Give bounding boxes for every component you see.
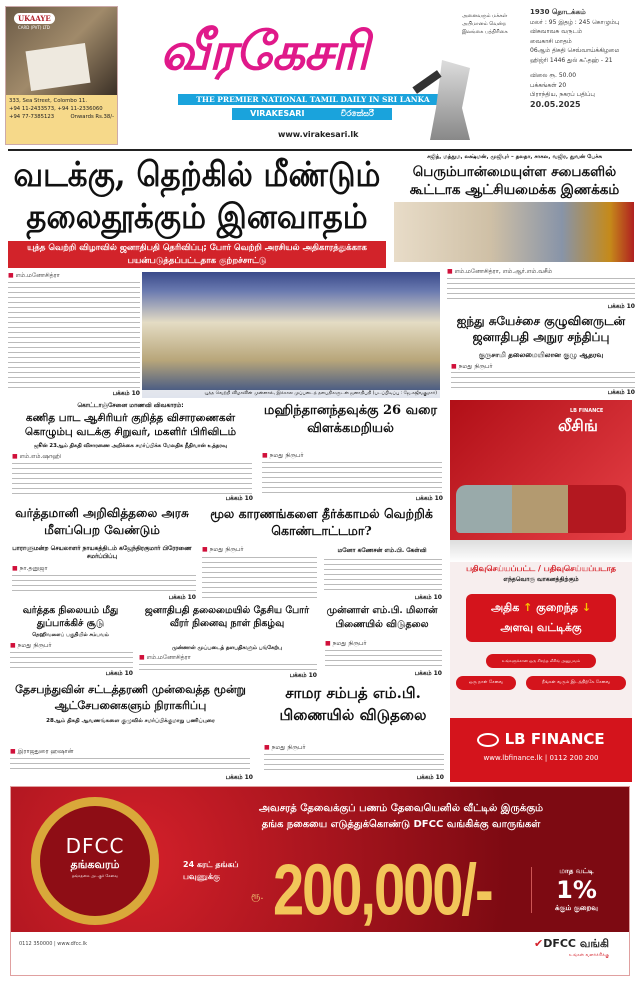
story-body [12,461,252,495]
story-headline[interactable]: மஹிந்தானந்தவுக்கு 26 வரை விளக்கமறியல் [263,403,438,436]
dfcc-logo: DFCC [65,834,125,858]
lb-pill-2 [456,676,516,690]
dfcc-amount: 200,000/- [273,848,492,931]
story-headline[interactable]: சாமர சம்பத் எம்.பி. பிணையில் விடுதலை [279,684,427,724]
story-sub: குருசாமி தலைமையிலான குழு ஆதரவு [478,351,604,359]
story-body [202,555,317,598]
lead-photo [142,272,440,398]
story-byline: ■ நமது நிருபர் [10,642,52,650]
dfcc-product-sub: தங்கநகை அடகுச் சேவை [71,873,119,878]
right-byline: ■ எம்.மனோசித்ரா, எம்.ஆர்.எம்.வசீம் [447,268,552,276]
lb-finance-ad[interactable] [450,400,632,782]
price: விலை ரூ. 50.00 [530,72,577,79]
tamil-year: விசுவாவசு வருடம் [530,28,583,35]
story-headline[interactable]: வர்த்தமானி அறிவித்தலை அரசு மீளப்பெற வேண்டும் [15,506,189,537]
lb-footer: LB FINANCE www.lbfinance.lk | 0112 200 200 [450,718,632,782]
story-page-ref[interactable]: பக்கம் 10 [607,389,635,396]
lb-ad-hero [450,400,632,540]
dfcc-rate-sub: க்கும் குறைவு [555,904,598,912]
story-byline: ■ நமது நிருபர் [262,452,304,460]
name-si: වීරකේසරී [340,109,374,118]
lb-website[interactable]: www.lbfinance.lk [483,754,543,762]
meeting-photo [394,202,634,262]
lb-pill-2-text: ஒரு நாள் சேவை [468,680,504,685]
lb-product: லீசிங் [558,416,598,435]
story-page-ref[interactable]: பக்கம் 10 [415,495,443,502]
tagline: THE PREMIER NATIONAL TAMIL DAILY IN SRI LANKA [178,94,448,105]
story-page-ref[interactable]: பக்கம் 10 [168,594,196,601]
story-page-ref[interactable]: பக்கம் 10 [225,774,253,781]
ad-price: Onwards Rs.38/- [70,114,114,120]
dfcc-bank-sub: உங்கள் வளர்ச்சிக்கு [569,953,609,958]
dfcc-banner [11,787,629,932]
issue-date: 20.05.2025 [530,99,581,109]
lb-vehicle-sub: எந்தவொரு வாகனத்திற்கும் [503,576,579,583]
dfcc-bank-logo [534,937,609,958]
story-sub: 28ஆம் திகதி ஆவணங்களை குழுவில் சமர்ப்பிக்குமாறு பணிப்புரை [46,718,215,724]
edition: பிராந்திய, நகரப் பதிப்பு [530,91,595,98]
story-byline: ■ இராஜதுரை ஹஷான் [10,748,74,756]
story-headline[interactable]: மூல காரணங்களை தீர்க்காமல் வெற்றிக் கொண்டாட்டமா? [210,506,433,538]
story-byline: ■ நமது நிருபர் [325,640,367,648]
story-sub: முன்னாள் முப்படைத் தளபதிகளும் பங்கேற்பு [172,645,282,651]
dfcc-contact[interactable]: 0112 350000 | www.dfcc.lk [19,941,87,947]
story-kicker: கொட்டாஞ்சேனை மாணவி விவகாரம்: [77,402,184,409]
gold-bangle [31,797,159,925]
lb-offer-rate: அளவு வட்டிக்கு [500,621,582,634]
dfcc-karat: 24 கரட் தங்கப் பவுணுக்கு [183,860,239,881]
lb-pill-1-text: உங்களுக்கான ஒரு சிறந்த லீசிங் அனுபவம் [501,658,581,663]
check-icon: ✔ [533,937,544,950]
tamil-month: வைகாசி மாதம் [530,37,572,45]
ad-photo [6,7,117,95]
lead-banner: யுத்த வெற்றி விழாவில் ஜனாதிபதி தெரிவிப்பு; போர் வெற்றி அரசியல் அதிகாரத்துக்காக பயன்படுத்தப்பட்டதாக குற்றச்சாட்டு [8,241,386,268]
dfcc-rate: 1% [556,876,597,904]
lead-photo-caption: யுத்த வெற்றி விழாவின் முன்னால், இக்கால முப்படைத் தளபதிகளுடன் ஜனாதிபதி (படப்பிடிப்பு : ஜே.சுஜீவகுமார்) [204,391,437,396]
lb-offer-high: அதிக [490,601,520,614]
name-bar [232,108,392,120]
story-byline: ■ நமது நிருபர் [264,744,306,752]
masthead-ad[interactable] [5,6,118,145]
dfcc-rate-label: மாத வட்டி [559,867,594,875]
story-body [264,752,444,773]
right-headline[interactable]: பெரும்பான்மையுள்ள சபைகளில் கூட்டாக ஆட்சியமைக்க இணக்கம் [409,164,620,198]
right-kicker: சஜித், மத்தும, லக்ஷ்மன், முஜிபுர் – தலதா, சாகல, வஜிர, துவன் பேச்சு [427,154,602,160]
hijri-date: ஹிஜ்ரி 1446 துல் கஃதஹ் - 21 [530,56,613,64]
ad-phone1: +94 11-2433573, +94 11-2336060 [9,106,103,112]
story-page-ref[interactable]: பக்கம் 10 [414,670,442,677]
story-body [10,756,250,773]
story-body [325,648,442,669]
lb-pill-3 [526,676,626,690]
cars-image [456,485,626,533]
story-body [451,370,635,388]
story-sub: ஜூன் 23ஆம் திகதி விசாரணை அறிக்கை சமர்ப்பிக்க மேலதிக நீதிவான் உத்தரவு [33,443,228,449]
dfcc-headline-1: அவசரத் தேவைக்குப் பணம் தேவையெனில் வீட்டில் இருக்கும் [258,803,544,814]
logo: வீரகேசரி [160,21,369,82]
lb-brand-small: LB FINANCE [570,408,604,414]
story-headline[interactable]: வர்த்தக நிலையம் மீது துப்பாக்கிச் சூடு [22,605,119,629]
dfcc-product: தங்கவரம் [70,858,120,871]
story-body [262,460,442,495]
page-count: பக்கங்கள் 20 [530,81,567,89]
story-page-ref[interactable]: பக்கம் 10 [105,670,133,677]
story-page-ref[interactable]: பக்கம் 10 [416,774,444,781]
story-body [10,650,133,670]
story-byline: ■ எம்.எம்.ஷாஹி [12,453,61,461]
ad-address: 333, Sea Street, Colombo 11. [9,98,88,104]
lb-brand-text: LB FINANCE [504,730,605,748]
right-body [447,276,635,302]
story-body [324,557,442,593]
ad-phone2: +94 77-7385123 [9,114,55,120]
lb-offer-box: அதிக ↑ குறைந்த ↓ அளவு வட்டிக்கு [466,594,616,642]
dfcc-bank: DFCC வங்கி [543,937,609,950]
lb-pill-1 [486,654,596,668]
story-body [139,662,317,672]
website[interactable]: www.virakesari.lk [278,130,359,139]
lb-vehicle-line: பதிவுசெய்யப்பட்ட / பதிவுசெய்யப்படாத [466,564,616,573]
lead-body [8,280,140,390]
story-page-ref[interactable]: பக்கம் 10 [225,495,253,502]
volume: மலர் : 95 இதழ் : 245 கொழும்பு [530,18,620,26]
story-page-ref[interactable]: பக்கம் 10 [414,594,442,601]
lead-page-ref[interactable]: பக்கம் 10 [112,390,140,397]
lb-phone[interactable]: 0112 200 200 [549,754,599,762]
edition-info [530,8,638,109]
right-page-ref[interactable]: பக்கம் 10 [607,303,635,310]
story-headline[interactable]: முன்னாள் எம்.பி. மிலான் பிணையில் விடுதலை [326,605,438,630]
lead-byline: ■ எம்.மனோசித்ரா [8,272,60,280]
invitation-card [26,43,91,91]
ad-brand: UKAAYE [14,13,55,24]
award-arc: அனைவரும் மக்கள் அபிமானம் வென்ற இலங்கை பத்திரிகை [462,13,508,35]
tamil-day: 06ஆம் திகதி செவ்வாய்க்கிழமை [530,47,620,54]
story-headline[interactable]: தேசபந்துவின் சட்டத்தரணி முன்வைத்த மூன்று ஆட்சேபனைகளும் நிராகரிப்பு [15,683,246,712]
story-body [12,573,196,594]
name-en: VIRAKESARI [250,109,305,118]
lb-logo-icon [477,733,499,747]
ad-brand-sub: CARD (PVT) LTD [18,25,50,30]
dfcc-currency: ரூ. [251,891,264,902]
dfcc-ad[interactable] [10,786,630,976]
lb-brand [450,730,632,748]
story-page-ref[interactable]: பக்கம் 10 [289,672,317,679]
story-byline: ■ நா.தனுஜா [12,565,47,573]
story-headline[interactable]: ஐந்து சுயேச்சை குழுவினருடன் ஜனாதிபதி அநுர சந்திப்பு [456,314,626,344]
masthead-rule [8,149,632,151]
story-headline[interactable]: கணித பாட ஆசிரியர் குறித்த விசாரணைகள் கொழும்பு வடக்கு சிறுவர், மகளிர் பிரிவிடம் [24,412,237,438]
lb-pill-3-text: நீங்கள் வரும் இடத்திற்கே சேவை [541,680,611,685]
story-byline: ■ நமது நிருபர் [451,363,493,371]
story-byline: ■ நமது நிருபர் [202,546,244,554]
lead-headline[interactable]: வடக்கு, தெற்கில் மீண்டும் தலைதூக்கும் இனவாதம் [13,155,381,237]
story-byline: ■ எம்.மனோசித்ரா [139,654,191,662]
lb-offer-low: குறைந்த [536,601,578,614]
story-sub: தெஹிவளைப் பகுதியில் சம்பவம் [32,632,109,638]
story-sub: மனோ கணேசன் எம்.பி. கேள்வி [337,547,427,554]
story-headline[interactable]: ஜனாதிபதி தலைமையில் தேசிய போர் வீரர் நினைவு நாள் நிகழ்வு [144,605,310,629]
founded: 1930 தொடக்கம் [530,8,586,16]
dfcc-headline-2: தங்க நகையை எடுத்துக்கொண்டு DFCC வங்கிக்கு வாருங்கள் [261,819,541,830]
story-sub: பாராளுமன்ற செயலாளர் நாயகத்திடம் கஜேந்திரகுமார் பிரேரணை சமர்ப்பிப்பு [12,545,192,560]
